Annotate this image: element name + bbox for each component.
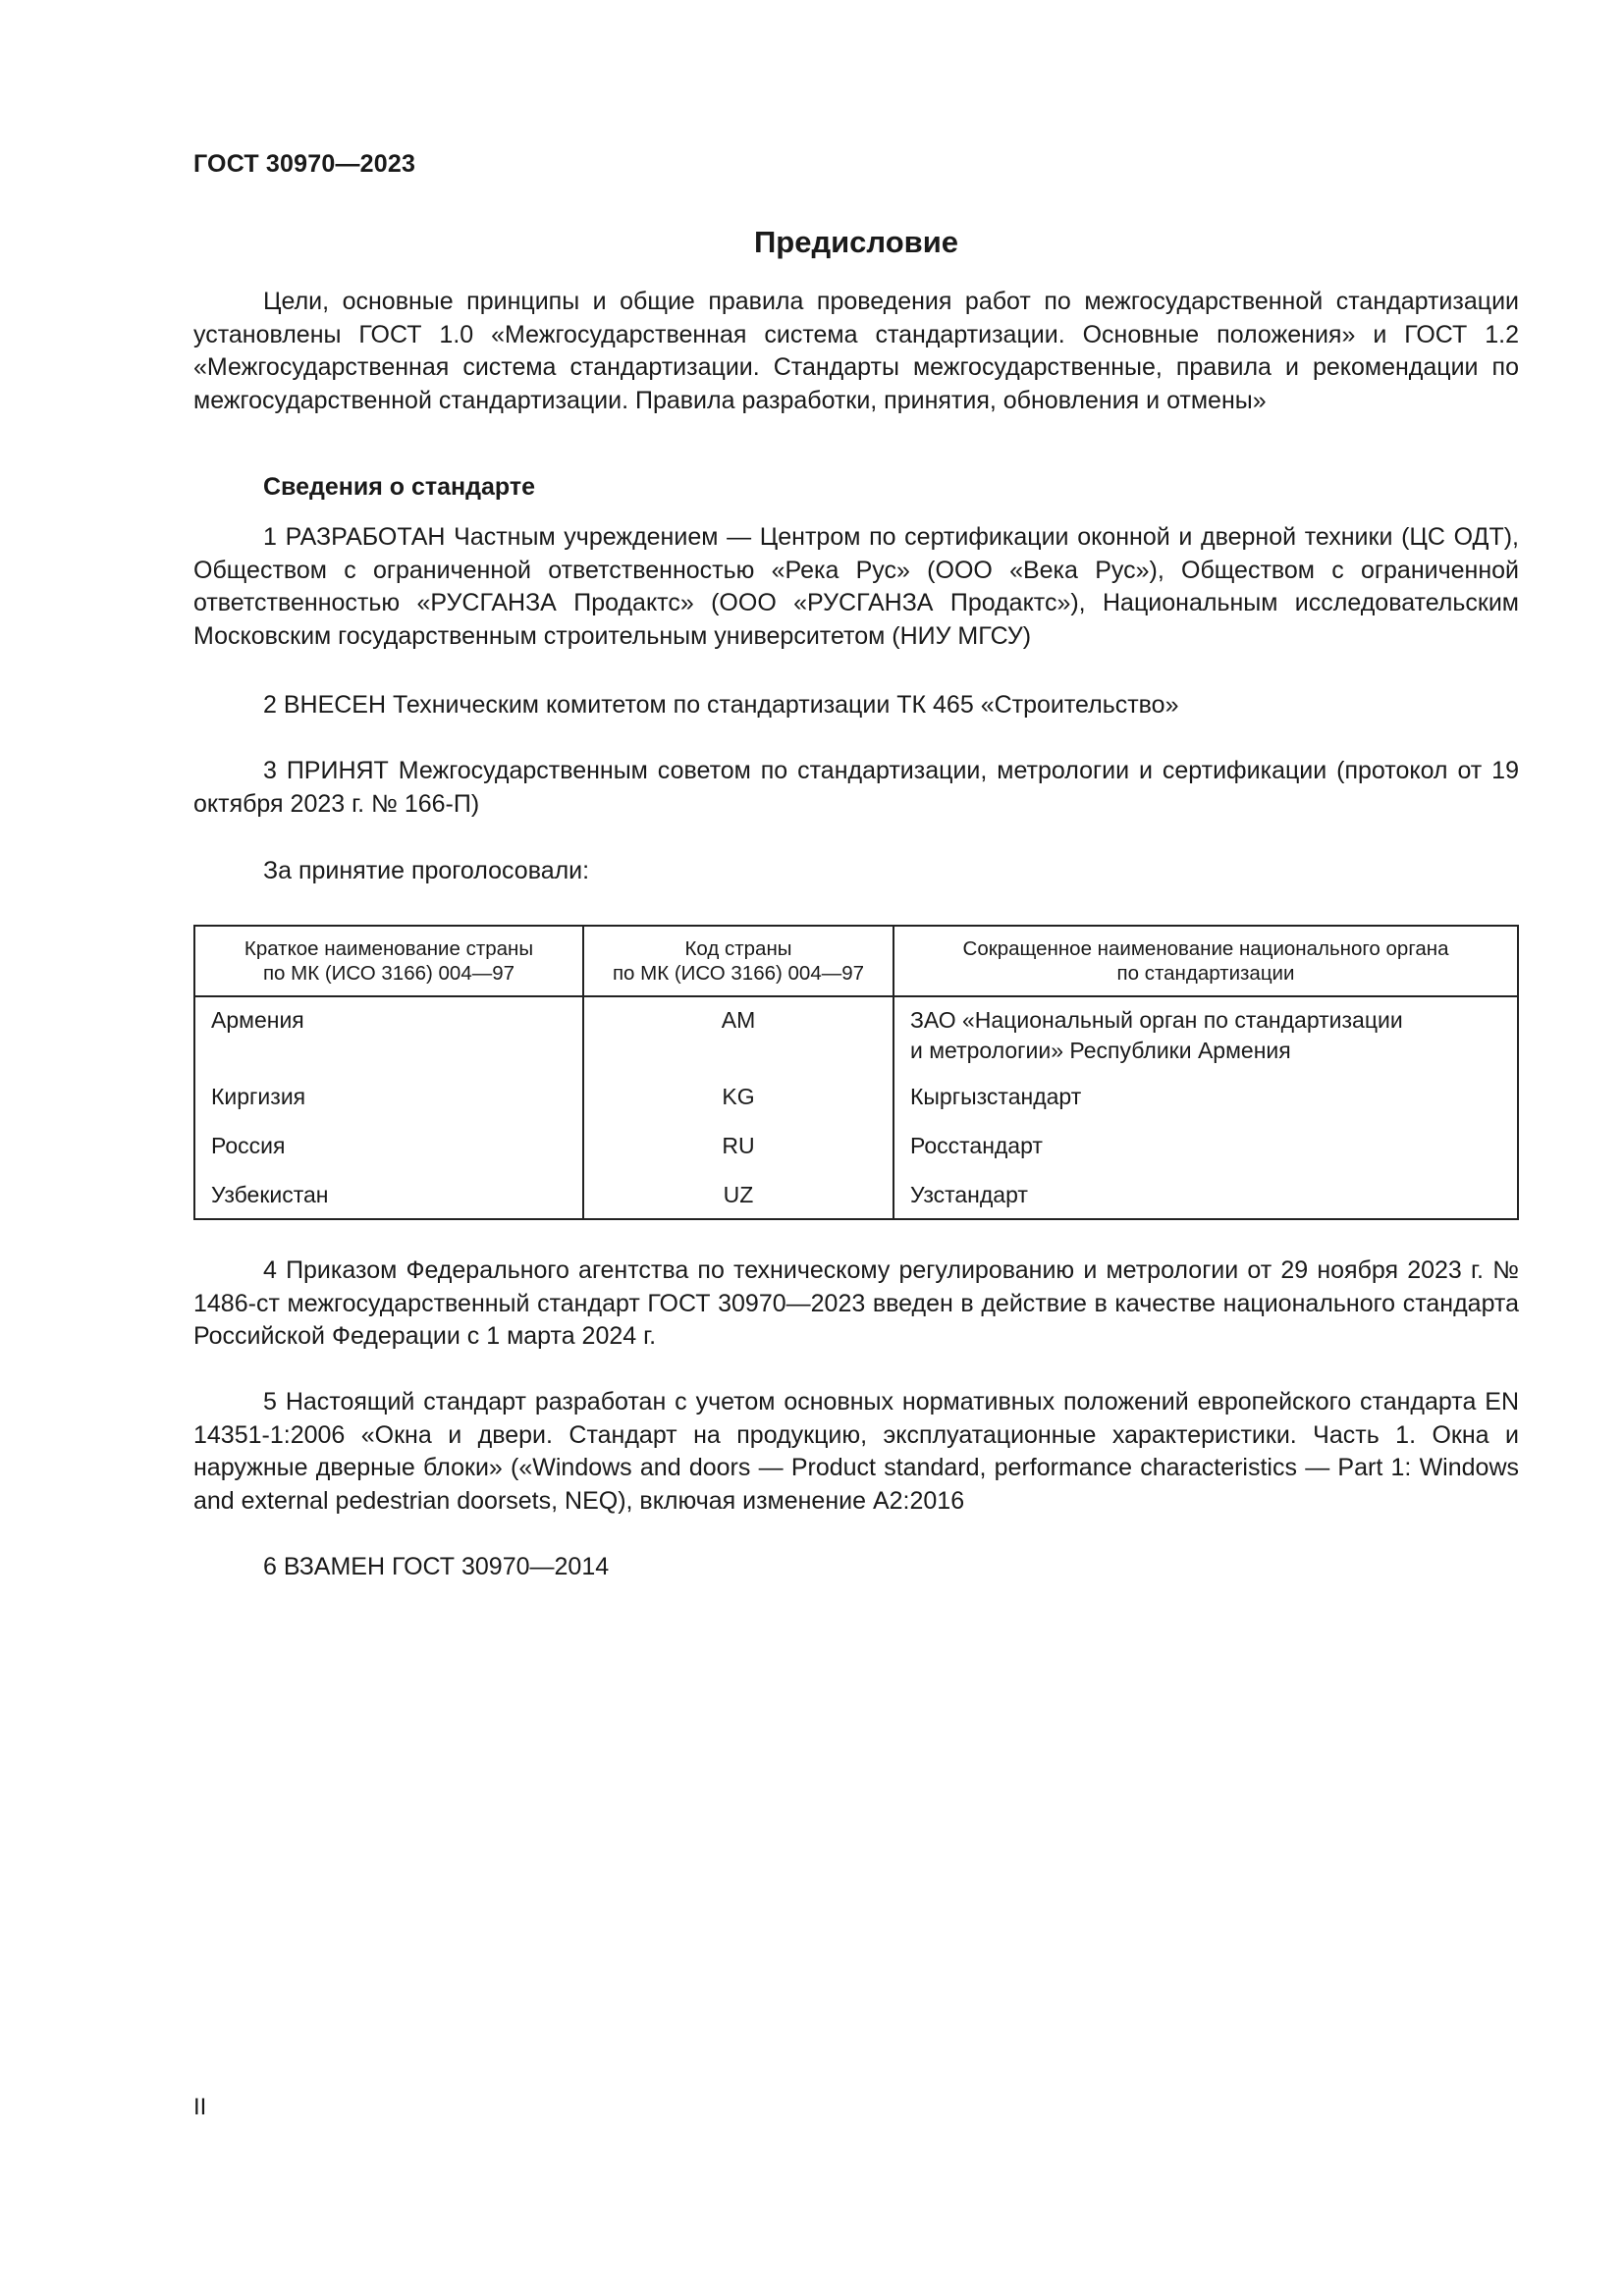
table-row xyxy=(194,1180,1518,1219)
header-body: Сокращенное наименование национального органа по стандартизации xyxy=(893,926,1518,996)
subheading: Сведения о стандарте xyxy=(263,473,536,501)
country-cell: Армения xyxy=(194,996,583,1082)
section-title: Предисловие xyxy=(753,225,958,259)
item-developed-basis: 5 Настоящий стандарт разработан с учетом основных нормативных положений европейского стандарта EN 14351-1:2006 «Окна и двери. Стандарт на продукцию, эксплуатационные характеристики. Часть 1. Окна и наружные дверные блоки» («Windows and doors — Product standard, performance characteristics — Part 1: Windows and external pedestrian doorsets, NEQ), включая изменение A2:2016 xyxy=(193,1388,1519,1515)
header-code: Код страны по МК (ИСО 3166) 004—97 xyxy=(583,926,893,996)
item-enacted: 4 Приказом Федерального агентства по техническому регулированию и метрологии от 29 ноября 2023 г. № 1486-ст межгосударственный стандарт ГОСТ 30970—2023 введен в действие в качестве национального стандарта Российской Федерации с 1 марта 2024 г. xyxy=(193,1256,1519,1350)
item-adopted: 3 ПРИНЯТ Межгосударственным советом по стандартизации, метрологии и сертификации (протокол от 19 октября 2023 г. № 166-П) xyxy=(193,757,1519,818)
votes-intro: За принятие проголосовали: xyxy=(263,857,590,884)
intro-paragraph: Цели, основные принципы и общие правила проведения работ по межгосударственной стандартизации установлены ГОСТ 1.0 «Межгосударственная система стандартизации. Основные положения» и ГОСТ 1.2 «Межгосударственная система стандартизации. Стандарты межгосударственные, правила и рекомендации по межгосударственной стандартизации. Правила разработки, принятия, обновления и отмены» xyxy=(193,288,1519,414)
table-row xyxy=(194,996,1518,1082)
country-cell: Россия xyxy=(194,1131,583,1180)
country-cell: Узбекистан xyxy=(194,1180,583,1219)
votes-table xyxy=(193,925,1519,1220)
body-cell: Узстандарт xyxy=(910,1182,1028,1207)
code-cell: UZ xyxy=(583,1180,893,1219)
country-cell: Киргизия xyxy=(194,1082,583,1131)
body-cell: Кыргызстандарт xyxy=(910,1084,1082,1109)
item-developed: 1 РАЗРАБОТАН Частным учреждением — Центром по сертификации оконной и дверной техники (ЦС ОДТ), Обществом с ограниченной ответственностью «Река Рус» (ООО «Века Рус»), Обществом с ограниченной ответственностью «РУСГАНЗА Продактс» (ООО «РУСГАНЗА Продактс»), Национальным исследовательским Московским государственным строительным университетом (НИУ МГСУ) xyxy=(193,523,1519,650)
code-cell: RU xyxy=(583,1131,893,1180)
table-row xyxy=(194,1131,1518,1180)
body-cell: Росстандарт xyxy=(910,1133,1043,1158)
header-country: Краткое наименование страны по МК (ИСО 3166) 004—97 xyxy=(194,926,583,996)
item-replaces: 6 ВЗАМЕН ГОСТ 30970—2014 xyxy=(263,1553,610,1580)
table-row xyxy=(194,1082,1518,1131)
code-cell: AM xyxy=(583,996,893,1082)
body-cell: ЗАО «Национальный орган по стандартизации и метрологии» Республики Армения xyxy=(910,1007,1403,1063)
code-cell: KG xyxy=(583,1082,893,1131)
item-submitted: 2 ВНЕСЕН Техническим комитетом по стандартизации ТК 465 «Строительство» xyxy=(263,691,1179,719)
page-number: II xyxy=(193,2094,207,2120)
table-header-row xyxy=(194,926,1518,996)
document-code: ГОСТ 30970—2023 xyxy=(193,150,416,178)
